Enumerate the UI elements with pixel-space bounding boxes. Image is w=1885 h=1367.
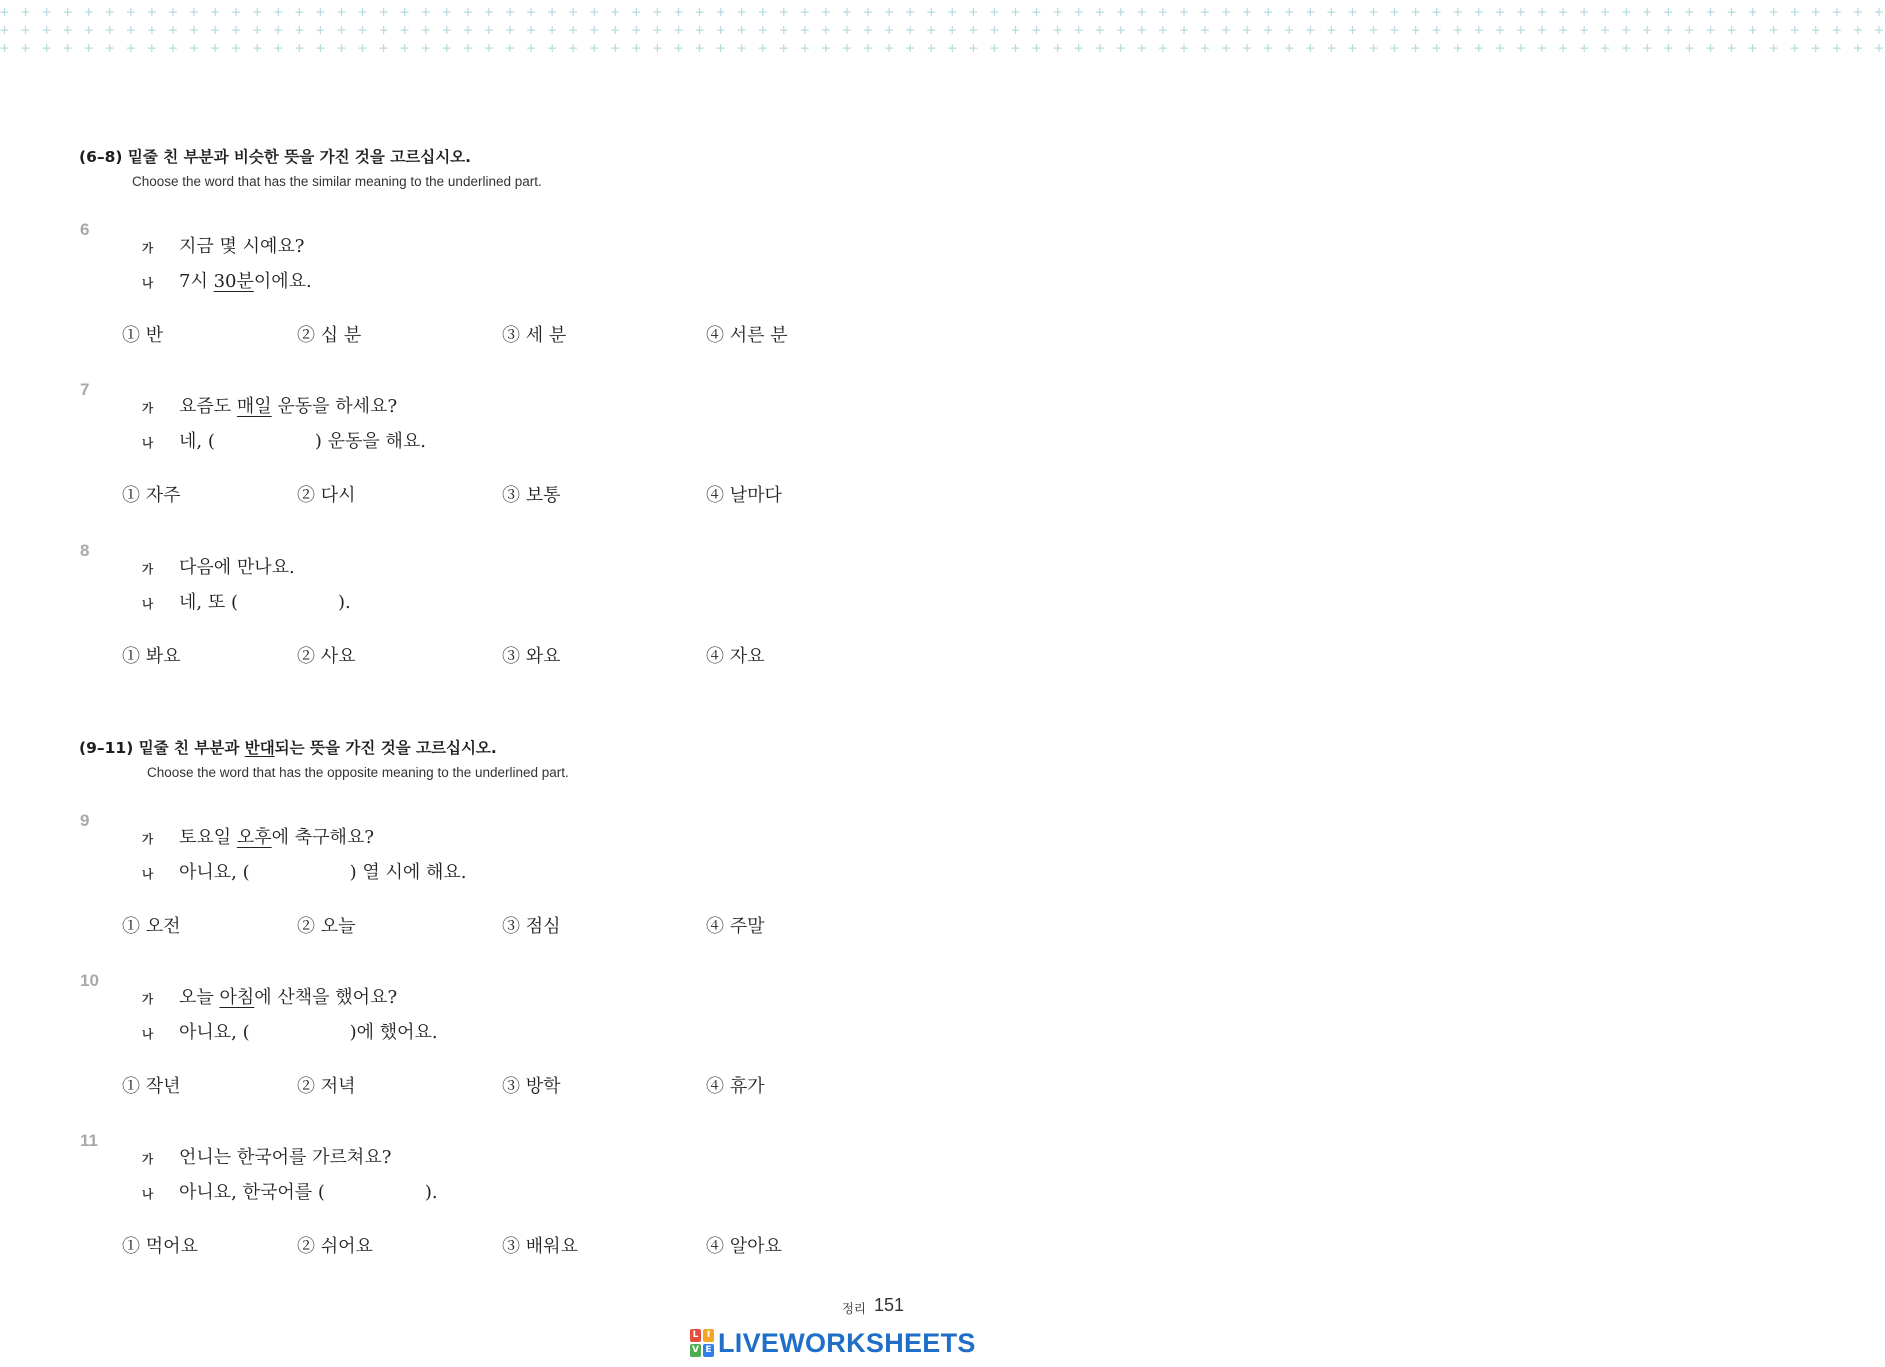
speaker-b-label: 나 bbox=[142, 436, 154, 450]
answer-option-1[interactable]: ① 작년 bbox=[122, 1076, 181, 1097]
speaker-b-label: 나 bbox=[142, 1187, 154, 1201]
decorative-plus-pattern: + + + + + + + + + + + + + + + + + + + + + + + + + + + + + + + + + + + + + + + + + + + + + + + + + + + + + + + + + + + + + + + + + + + + + + + + + + + + + + + + + + + + + + + + + + + + + + + + + + + + + + + + + + + + + + + + + + + + + + + + + + + + + + + + + + + + + + + + + + + + + + + + + + + + + + + + + + + + + + + + + + + + + + + + + + + + + + + + + + + + + + + + + + + + + + + + + + + + + + + + + + + + + + + + + + + + + + + + + + + + + + + + + + + + + + + + + + + + + + + + + + + + + + + + + + + + + + + + + + + + + + + + + + + + + + bbox=[0, 3, 1885, 57]
answer-option-2[interactable]: ② 쉬어요 bbox=[297, 1236, 373, 1257]
question-number: 8 bbox=[80, 541, 90, 560]
dialogue-line-a: 언니는 한국어를 가르쳐요? bbox=[179, 1147, 392, 1168]
answer-option-4[interactable]: ④ 휴가 bbox=[706, 1076, 765, 1097]
answer-option-2[interactable]: ② 오늘 bbox=[297, 916, 356, 937]
dialogue-line-a: 지금 몇 시예요? bbox=[179, 236, 305, 257]
dialogue-line-a: 요즘도 매일 운동을 하세요? bbox=[179, 396, 398, 417]
section-instruction: 밑줄 친 부분과 비슷한 뜻을 가진 것을 고르십시오. bbox=[127, 148, 472, 166]
answer-option-1[interactable]: ① 반 bbox=[122, 325, 164, 346]
answer-option-1[interactable]: ① 봐요 bbox=[122, 646, 181, 667]
answer-option-3[interactable]: ③ 점심 bbox=[502, 916, 561, 937]
section-heading-9-11 bbox=[79, 736, 497, 758]
answer-option-2[interactable]: ② 저녁 bbox=[297, 1076, 356, 1097]
section-range: (9–11) bbox=[79, 739, 134, 757]
answer-option-2[interactable]: ② 사요 bbox=[297, 646, 356, 667]
page-number: 151 bbox=[874, 1295, 905, 1315]
speaker-a-label: 가 bbox=[142, 992, 154, 1006]
logo-blocks-icon: L I V E bbox=[690, 1329, 714, 1357]
answer-option-3[interactable]: ③ 세 분 bbox=[502, 325, 567, 346]
answer-option-1[interactable]: ① 자주 bbox=[122, 485, 181, 506]
answer-option-4[interactable]: ④ 서른 분 bbox=[706, 325, 788, 346]
speaker-a-label: 가 bbox=[142, 832, 154, 846]
dialogue-line-b: 아니요, ( )에 했어요. bbox=[179, 1022, 438, 1043]
dialogue-line-b: 아니요, ( ) 열 시에 해요. bbox=[179, 862, 467, 883]
question-number: 6 bbox=[80, 220, 90, 239]
liveworksheets-logo bbox=[690, 1328, 976, 1358]
speaker-a-label: 가 bbox=[142, 241, 154, 255]
speaker-a-label: 가 bbox=[142, 401, 154, 415]
underlined-word: 반대 bbox=[244, 739, 275, 757]
underlined-word: 30분 bbox=[213, 271, 254, 292]
dialogue-line-a: 토요일 오후에 축구해요? bbox=[179, 827, 374, 848]
speaker-a-label: 가 bbox=[142, 562, 154, 576]
answer-option-3[interactable]: ③ 배워요 bbox=[502, 1236, 578, 1257]
answer-option-4[interactable]: ④ 자요 bbox=[706, 646, 765, 667]
dialogue-line-b: 네, 또 ( ). bbox=[179, 592, 351, 613]
question-number: 10 bbox=[80, 971, 99, 990]
answer-option-2[interactable]: ② 십 분 bbox=[297, 325, 362, 346]
dialogue-line-b: 네, ( ) 운동을 해요. bbox=[179, 431, 426, 452]
answer-option-4[interactable]: ④ 주말 bbox=[706, 916, 765, 937]
answer-option-1[interactable]: ① 오전 bbox=[122, 916, 181, 937]
section-heading-6-8 bbox=[79, 145, 471, 167]
answer-option-3[interactable]: ③ 보통 bbox=[502, 485, 561, 506]
question-number: 7 bbox=[80, 380, 90, 399]
speaker-a-label: 가 bbox=[142, 1152, 154, 1166]
answer-option-4[interactable]: ④ 날마다 bbox=[706, 485, 782, 506]
logo-text: LIVEWORKSHEETS bbox=[718, 1327, 976, 1358]
underlined-word: 아침 bbox=[219, 987, 255, 1008]
dialogue-line-b: 아니요, 한국어를 ( ). bbox=[179, 1182, 438, 1203]
answer-option-2[interactable]: ② 다시 bbox=[297, 485, 356, 506]
speaker-b-label: 나 bbox=[142, 276, 154, 290]
footer-section-label: 정리 bbox=[841, 1301, 866, 1316]
speaker-b-label: 나 bbox=[142, 597, 154, 611]
answer-option-1[interactable]: ① 먹어요 bbox=[122, 1236, 198, 1257]
dialogue-line-a: 오늘 아침에 산책을 했어요? bbox=[179, 987, 398, 1008]
question-number: 9 bbox=[80, 811, 90, 830]
underlined-word: 매일 bbox=[236, 396, 272, 417]
dialogue-line-a: 다음에 만나요. bbox=[179, 557, 295, 578]
dialogue-line-b: 7시 30분이에요. bbox=[179, 271, 312, 292]
question-number: 11 bbox=[80, 1131, 98, 1150]
speaker-b-label: 나 bbox=[142, 1027, 154, 1041]
answer-option-4[interactable]: ④ 알아요 bbox=[706, 1236, 782, 1257]
section-range: (6–8) bbox=[79, 148, 123, 166]
answer-option-3[interactable]: ③ 와요 bbox=[502, 646, 561, 667]
answer-option-3[interactable]: ③ 방학 bbox=[502, 1076, 561, 1097]
section-subtitle-9-11: Choose the word that has the opposite meaning to the underlined part. bbox=[147, 765, 569, 780]
speaker-b-label: 나 bbox=[142, 867, 154, 881]
section-instruction: 밑줄 친 부분과 반대되는 뜻을 가진 것을 고르십시오. bbox=[138, 739, 497, 757]
section-subtitle-6-8: Choose the word that has the similar meaning to the underlined part. bbox=[132, 174, 542, 189]
underlined-word: 오후 bbox=[236, 827, 272, 848]
